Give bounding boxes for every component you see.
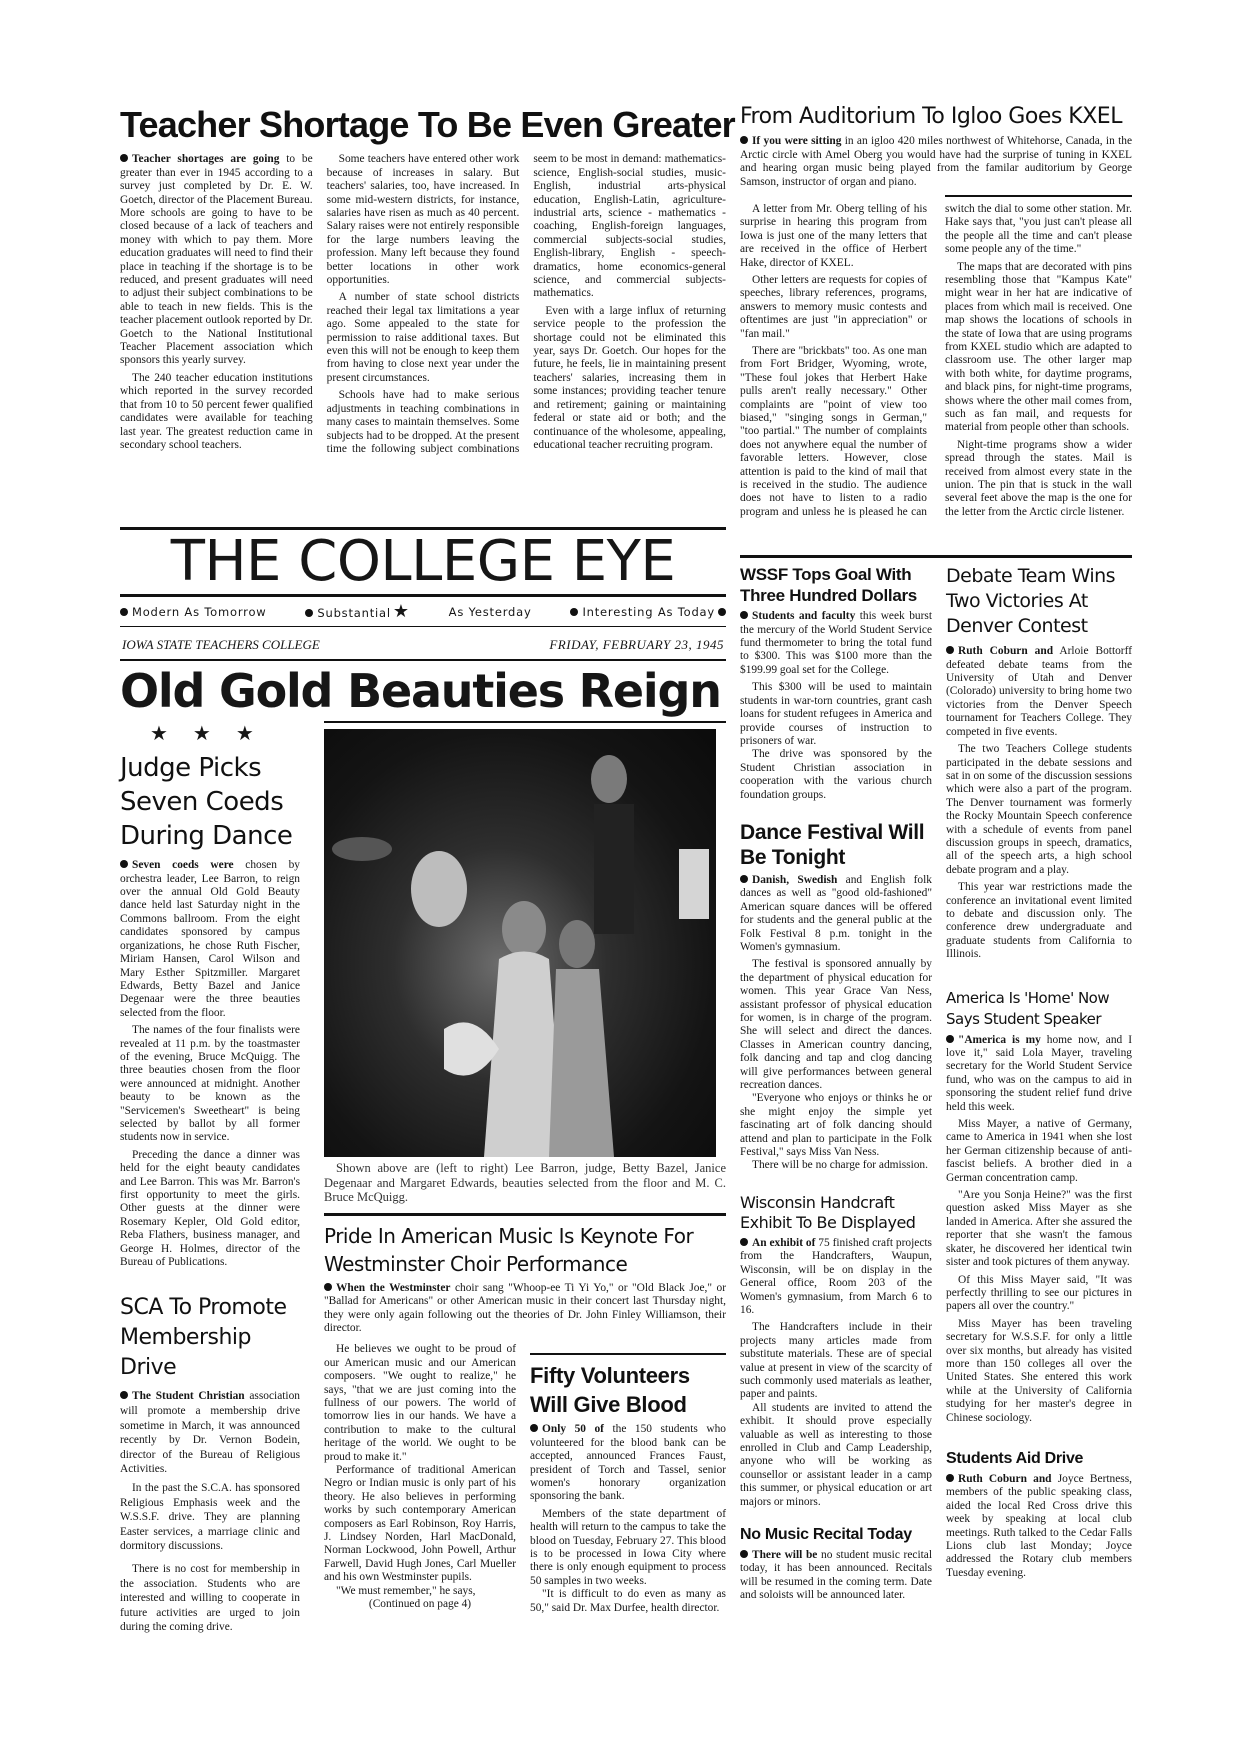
- america-home-article: "America is my home now, and I love it," said Lola Mayer, traveling secretary for the World Student Service fund, who was on the campus to aid in sponsoring the student relief fund drive held this week. Miss Mayer, a native of Germany, came to America in 1941 when she lost her German citizenship because of anti-fascist beliefs. A brother died in a German concentration camp. "Are you Sonja Heine?" was the first question asked Miss Mayer as she landed in America. After she assured the reporter that she wasn't the famous skater, he discovered her identical twin sister and took pictures of them anyway. Of this Miss Mayer said, "It was perfectly thrilling to see our pictures in papers all over the country." Miss Mayer has been traveling secretary for W.S.S.F. for only a little over six months, but already has visited more than 150 colleges all over the United States. She entered this work while at the University of California studying for her master's degree in Chinese sociology.: [946, 1033, 1132, 1424]
- old-gold-headline: Judge Picks Seven Coeds During Dance: [120, 753, 293, 852]
- article-paragraph: Schools have had to make serious adjustments in teaching combinations in many cases to maintain themselves. Some subjects had to be dropped. At the present time the following subject combinations seem to be most in demand: mathematics-science, English-social studies, music-English, industrial arts-physical education, English-Latin, agriculture-industrial arts, science - mathematics - coaching, English-foreign languages, commercial subjects-social studies, English-library, English - speech-dramatics, home economics-general science, and commercial subjects-mathematics.: [326, 153, 726, 455]
- article-paragraph: Members of the state department of health will return to the campus to take the blood on Tuesday, February 27. This blood is to be processed in Iowa City where there is only enough equipment to process 50 samples in two weeks.: [530, 1507, 726, 1587]
- article-paragraph: The two Teachers College students participated in the debate sessions and sat in on some of the discussion sessions which were also a part of the program. The Denver tournament was formerly the Rocky Mountain Speech conference with a schedule of events from panel discussion groups in speech, dramatics, all of the speech arts, a high school debate program and a play.: [946, 743, 1132, 876]
- old-gold-section: [120, 721, 726, 1639]
- bullet-icon: [740, 611, 748, 619]
- bottom-row: [120, 527, 1132, 1639]
- westminster-lead: When the Westminster choir sang "Whoop-ee Ti Yi Yo," or "Old Black Joe," or "Ballad for Americans" or other American music in their concert last Thursday night, they were only again following out the theories of Dr. John Finley Williamson, their director.: [324, 1281, 726, 1334]
- left-column: [120, 721, 300, 1639]
- right-column: [946, 564, 1132, 1584]
- bullet-icon: [324, 1283, 332, 1291]
- recital-article: There will be no student music recital today, it has been announced. Recitals will be resumed in the coming term. Date and soloists will be announced later.: [740, 1549, 932, 1602]
- bullet-icon: [530, 1424, 538, 1432]
- blood-story: [530, 1343, 726, 1619]
- blood-article: Only 50 of the 150 students who volunteered for the blood bank can be accepted, announced Frances Faust, president of Torch and Tassel, senior women's honorary organization sponsoring the bank. Members of the state department of health will return to the campus to take the blood on Tuesday, February 27. This blood is to be processed in Iowa City where there is only enough equipment to process 50 samples in two weeks. "It is difficult to do even as many as 50," said Dr. Max Durfee, health director.: [530, 1423, 726, 1614]
- photo-figures: [324, 729, 716, 1157]
- stars-ornament: ★ ★ ★: [150, 723, 254, 746]
- westminster-blood-row: [324, 1343, 726, 1619]
- article-paragraph: This year war restrictions made the conference an invitational event limited to debate and discussion only. The conference drew undergraduate and graduate students from California to Illinois.: [946, 881, 1132, 961]
- bullet-icon: [120, 608, 128, 616]
- right-columns: [740, 527, 1132, 1606]
- bullet-icon: [740, 1550, 748, 1558]
- star-icon: ★: [392, 601, 410, 623]
- dance-headline: Dance Festival Will Be Tonight: [740, 820, 925, 869]
- masthead-motto: Modern As Tomorrow Substantial ★ As Yesterday Interesting As Today: [120, 597, 726, 626]
- newspaper-page: [120, 104, 1132, 1639]
- article-paragraph: The 240 teacher education institutions which reported in the survey recorded that from 10 to 50 percent fewer qualified candidates were available for teaching last year. The greatest reduction came in secondary school teachers.: [120, 371, 313, 451]
- teacher-shortage-article: [120, 153, 726, 456]
- article-lead: Teacher shortages are going to be greater than ever in 1945 according to a survey just completed by Dr. E. W. Goetch, director of the Placement Bureau. More schools are going to have to be closed because of a lack of teachers and money with which to pay them. More education graduates will need to find their place in teaching if the shortage is to be reduced, and present graduates will need to adjust their subject combinations to be able to teach in new fields. This is the teacher placement outlook reported by Dr. Goetch to the National Institutional Teacher Placement association which sponsors this yearly survey.: [120, 153, 313, 367]
- article-paragraph: "Are you Sonja Heine?" was the first question asked Miss Mayer as she landed in America. After she assured the reporter that she wasn't the famous skater, he discovered her identical twin sister and took pictures of them anyway.: [946, 1189, 1132, 1269]
- article-paragraph: Performance of traditional American Negro or Indian music is only part of his theory. He also believes in performing works by such contemporary American composers as Earl Robinson, Roy Harris, J. Lindsey Norden, Harl MacDonald, Norman Lockwood, John Powell, Arthur Farwell, David Hugh Jones, Carl Mueller and his own Westminster pupils.: [324, 1464, 516, 1584]
- article-paragraph: Even with a large influx of returning service people to the profession the shortage could not be eliminated this year, says Dr. Goetch. Our hopes for the future, he feels, lie in maintaining present teachers' salaries, increasing them in some instances; providing teacher tenure and retirement; gaining or maintaining federal or state aid or both; and the continuance of the wholesome, appealing, educational teacher recruiting program.: [533, 304, 726, 451]
- teacher-shortage-headline: Teacher Shortage To Be Even Greater: [120, 104, 735, 145]
- debate-headline: Debate Team Wins Two Victories At Denver Contest: [946, 565, 1116, 638]
- kxel-article: [740, 203, 1132, 521]
- article-paragraph: Miss Mayer has been traveling secretary for W.S.S.F. for only a little over six months, but already has visited more than 150 colleges all over the United States. She entered this work while at the University of California studying for her master's degree in Chinese sociology.: [946, 1317, 1132, 1424]
- old-gold-article: Seven coeds were chosen by orchestra leader, Lee Barron, to reign over the annual Old Gold Beauty dance held last Saturday night in the Commons ballroom. From the eight candidates sponsored by campus organizations, he chose Ruth Fischer, Miriam Hansen, Carol Wilson and Mary Esther Spitzmiller. Margaret Edwards, Betty Bazel and Janice Degenaar were the three beauties selected from the floor. The names of the four finalists were revealed at 11 p.m. by the toastmaster of the evening, Bruce McQuigg. The three beauties chosen from the floor were announced at midnight. Another beauty to be known as the "Servicemen's Sweetheart" is being selected by ballot by all former students now in service. Preceding the dance a dinner was held for the eight beauty candidates and Lee Barron. This was Mr. Barron's first opportunity to meet the girls. Other guests at the dinner were Rosemary Kepler, Old Gold editor, Reba Flathers, business manager, and George H. Holmes, director of the Bureau of Publications.: [120, 859, 300, 1269]
- aid-drive-article: Ruth Coburn and Joyce Bertness, members of the public speaking class, aided the local Red Cross drive this week by speaking at local club meetings. Ruth talked to the Cedar Falls Lions club last Monday; Joyce addressed the Rotary club members Tuesday evening.: [946, 1472, 1132, 1579]
- blood-headline: Fifty Volunteers Will Give Blood: [530, 1363, 690, 1418]
- front-main: [120, 527, 726, 1639]
- bullet-icon: [120, 860, 128, 868]
- kxel-story: [740, 104, 1132, 521]
- westminster-article: [324, 1343, 516, 1615]
- divider: [945, 195, 1132, 197]
- bullet-icon: [570, 608, 578, 616]
- photo-and-stories: [324, 721, 726, 1619]
- kxel-headline: From Auditorium To Igloo Goes KXEL: [740, 104, 1122, 129]
- teacher-shortage-story: [120, 104, 735, 456]
- divider: [324, 721, 726, 723]
- divider: [324, 1213, 726, 1216]
- article-paragraph: Other letters are requests for copies of speeches, library references, programs, answers to memory music contests and oftentimes are just "in appreciation" or "fan mail.": [740, 273, 927, 340]
- article-paragraph: A number of state school districts reached their legal tax limitations a year ago. Some appealed to the state for permission to raise additional taxes. But even this will not be enough to keep them from having to close next year under the present circumstances.: [326, 291, 520, 384]
- recital-headline: No Music Recital Today: [740, 1526, 912, 1544]
- bullet-icon: [305, 609, 313, 617]
- photo-caption: Shown above are (left to right) Lee Barron, judge, Betty Bazel, Janice Degenaar and Margaret Edwards, beauties selected from the floor and M. C. Bruce McQuigg.: [324, 1161, 726, 1205]
- wssf-headline: WSSF Tops Goal With Three Hundred Dollars: [740, 565, 917, 606]
- article-paragraph: He believes we ought to be proud of our American music and our American composers. "We ought to realize," he says, "that we are just coming into the fullness of our powers. The world of tomorrow lies in our hands. We have a contribution to make to the cultural heritage of the world. We ought to be proud to make it.": [324, 1343, 516, 1463]
- article-paragraph: In the past the S.C.A. has sponsored Religious Emphasis week and the W.S.S.F. drive. They are planning Easter services, a marriage clinic and dormitory discussions.: [120, 1482, 300, 1553]
- article-paragraph: The drive was sponsored by the Student Christian association in cooperation with the various church foundation groups.: [740, 748, 932, 801]
- article-paragraph: The festival is sponsored annually by the department of physical education for women. This year Grace Van Ness, assistant professor of physical education for women, is in charge of the program. She will select and direct the dances. Classes in American country dancing, folk dancing and tap and clog dancing will give performances between general recreation dances.: [740, 958, 932, 1092]
- continued-note: (Continued on page 4): [368, 1598, 472, 1611]
- dateline: [120, 627, 726, 659]
- wssf-article: Students and faculty this week burst the mercury of the World Student Service fund thermometer to bring the total fund to $300. This was $100 more than the $199.99 goal set for the College. This $300 will be used to maintain students in war-torn countries, grant cash loans for student refugees in America and provide courses of instruction to prisoners of war. The drive was sponsored by the Student Christian association in cooperation with the various church foundation groups.: [740, 610, 932, 801]
- article-paragraph: Miss Mayer, a native of Germany, came to America in 1941 when she lost her German citizenship because of anti-fascist beliefs. A brother died in a German concentration camp.: [946, 1118, 1132, 1184]
- kxel-lead: If you were sitting in an igloo 420 miles northwest of Whitehorse, Canada, in the Arctic circle with Amel Oberg you would have had the surprise of tuning in KXEL and hearing organ music being played from the familar auditorium by George Samson, instructor of organ and piano.: [740, 135, 1132, 188]
- article-paragraph: "Everyone who enjoys or thinks he or she might enjoy the simple yet fascinating art of folk dancing should attend and plan to participate in the Folk Festival," says Miss Van Ness.: [740, 1092, 932, 1159]
- bullet-icon: [740, 136, 748, 144]
- masthead-title: THE COLLEGE EYE: [170, 529, 676, 595]
- article-paragraph: The Handcrafters include in their projects many articles made from substitute materials. These are of special value at present in view of the scarcity of such commonly used materials as leather, paper and paints.: [740, 1321, 932, 1401]
- bullet-icon: [946, 646, 954, 654]
- beauties-photo: [324, 729, 716, 1157]
- dance-article: Danish, Swedish and English folk dances as well as "good old-fashioned" American square dances will be offered for students and the general public at the Folk Festival 8 p.m. tonight in the Women's gymnasium. The festival is sponsored annually by the department of physical education for women. This year Grace Van Ness, assistant professor of physical education for women, is in charge of the program. She will select and direct the dances. Classes in American country dancing, folk dancing and tap and clog dancing will give performances between general recreation dances. "Everyone who enjoys or thinks he or she might enjoy the simple yet fascinating art of folk dancing should attend and plan to participate in the Folk Festival," says Miss Van Ness. There will be no charge for admission.: [740, 873, 932, 1172]
- center-column: [740, 564, 932, 1606]
- top-row: [120, 104, 1132, 521]
- article-paragraph: Preceding the dance a dinner was held for the eight beauty candidates and Lee Barron. This was Mr. Barron's first opportunity to meet the girls. Other guests at the dinner were Rosemary Kepler, Old Gold editor, Reba Flathers, business manager, and George H. Holmes, director of the Bureau of Publications.: [120, 1148, 300, 1269]
- bullet-icon: [120, 154, 128, 162]
- article-paragraph: There will be no charge for admission.: [752, 1159, 928, 1172]
- bullet-icon: [946, 1474, 954, 1482]
- article-paragraph: This $300 will be used to maintain students in war-torn countries, grant cash loans for student refugees in America and provide courses of instruction to prisoners of war.: [740, 681, 932, 747]
- handcraft-headline: Wisconsin Handcraft Exhibit To Be Displayed: [740, 1192, 916, 1232]
- article-paragraph: All students are invited to attend the exhibit. It should prove especially valuable as well as interesting to those enrolled in Club and Camp Leadership, anyone who will be working as counsellor or assistant leader in a camp this summer, or physical education or art majors or minors.: [740, 1401, 932, 1508]
- article-paragraph: "We must remember," he says,: [336, 1584, 476, 1597]
- article-paragraph: A letter from Mr. Oberg telling of his surprise in hearing this program from Iowa is just one of the many letters that are received in the office of Herbert Hake, director of KXEL.: [740, 202, 927, 269]
- bullet-icon: [718, 608, 726, 616]
- bullet-icon: [740, 1238, 748, 1246]
- bullet-icon: [740, 875, 748, 883]
- bullet-icon: [120, 1391, 128, 1399]
- handcraft-article: An exhibit of 75 finished craft projects from the Handcrafters, Waupun, Wisconsin, will be on display in the General office, Room 203 of the Women's gymnasium, from March 6 to 16. The Handcrafters include in their projects many articles made from substitute materials. These are of special value at present in view of the scarcity of such commonly used materials as leather, paper and paints. All students are invited to attend the exhibit. It should prove especially valuable as well as interesting to those enrolled in Club and Camp Leadership, anyone who will be working as counsellor or assistant leader in a camp this summer, or physical education or art majors or minors.: [740, 1236, 932, 1508]
- issue-date: FRIDAY, FEBRUARY 23, 1945: [549, 637, 724, 653]
- aid-drive-headline: Students Aid Drive: [946, 1449, 1084, 1467]
- divider: [740, 555, 1132, 558]
- america-home-headline: America Is 'Home' Now Says Student Speaker: [946, 988, 1110, 1028]
- article-paragraph: "It is difficult to do even as many as 50," said Dr. Max Durfee, health director.: [530, 1588, 726, 1614]
- article-paragraph: Night-time programs show a wider spread through the states. Mail is received from almost every state in the union. The pin that is stuck in the wall several feet above the map is the one for the letter from the Arctic circle listener.: [945, 438, 1132, 518]
- westminster-headline: Pride In American Music Is Keynote For Westminster Choir Performance: [324, 1223, 694, 1276]
- article-paragraph: Of this Miss Mayer said, "It was perfectly thrilling to see our pictures in papers all over the country.": [946, 1273, 1132, 1313]
- divider: [530, 1353, 726, 1355]
- article-paragraph: There are "brickbats" too. As one man from Fort Bridger, Wyoming, wrote, "These foul jokes that Herbert Hake pulls aren't really necessary." Other complaints are "point of view too biased," "singing songs in German," "too partial." The number of complaints does not anywhere equal the number of favorable letters. However, close attention is paid to the kind of mail that is received in the studio. The audience does not have to listen to a radio program and unless he is pleased he can switch the dial to some other station. Mr. Hake says that, "you just can't please all the people all the time and can't please some people any of the time.": [740, 202, 1132, 518]
- article-paragraph: There is no cost for membership in the association. Students who are interested and willing to cooperate in future activities are urged to join during the coming drive.: [120, 1562, 300, 1634]
- sca-article: The Student Christian association will promote a membership drive sometime in March, it was announced recently by Dr. Vernon Bodein, director of the Bureau of Religious Activities. In the past the S.C.A. has sponsored Religious Emphasis week and the W.S.S.F. drive. They are planning Easter services, a marriage clinic and dormitory discussions. There is no cost for membership in the association. Students who are interested and willing to cooperate in future activities are urged to join during the coming drive.: [120, 1390, 300, 1634]
- debate-article: Ruth Coburn and Arloie Bottorff defeated debate teams from the University of Utah and Denver (Colorado) university to bring home two victories from the Denver Speech tournament for Teachers College. They competed in five events. The two Teachers College students participated in the debate sessions and sat in on some of the discussion sessions which were also a part of the program. The Denver tournament was formerly the Rocky Mountain Speech conference with a schedule of events from panel discussion groups in speech, dramatics, all of the speech arts, a high school debate program and a play. This year war restrictions made the conference an invitational event limited to debate and discussion only. The conference drew undergraduate and graduate students from California to Illinois.: [946, 645, 1132, 961]
- bullet-icon: [946, 1035, 954, 1043]
- right-columns-row: [740, 564, 1132, 1606]
- college-name: IOWA STATE TEACHERS COLLEGE: [122, 637, 320, 653]
- old-gold-banner: Old Gold Beauties Reign: [120, 664, 721, 719]
- article-paragraph: The names of the four finalists were revealed at 11 p.m. by the toastmaster of the evening, Bruce McQuigg. The three beauties chosen from the floor were announced at midnight. Another beauty to be known as the "Servicemen's Sweetheart" is being selected by ballot by all former students now in service.: [120, 1024, 300, 1144]
- article-paragraph: Some teachers have entered other work because of increases in salary. But teachers' salaries, too, have increased. In some mid-western districts, for instance, salaries have risen as much as 40 percent. Salary raises were not entirely responsible for the large numbers leaving the profession. Many left because they found better locations in other work opportunities.: [326, 153, 520, 287]
- article-paragraph: The maps that are decorated with pins resembling those that "Kampus Kate" might wear in her hat are indicative of places from which mail is received. One map shows the locations of schools in the state of Iowa that are using programs from KXEL studio which are adapted to classroom use. The other larger map with both white, for daytime programs, and black pins, for night-time programs, shows where the other mail comes from, such as fan mail, and requests for material from people other than schools.: [945, 260, 1132, 434]
- sca-headline: SCA To Promote Membership Drive: [120, 1295, 287, 1381]
